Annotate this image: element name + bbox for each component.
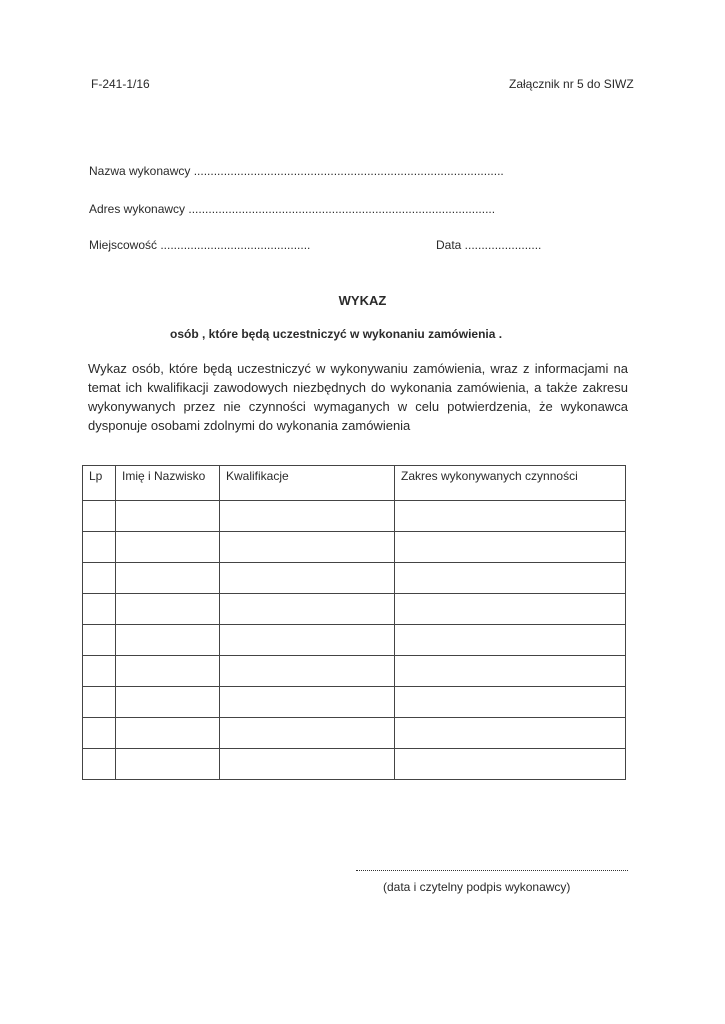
table-cell	[116, 687, 220, 718]
table-cell	[116, 501, 220, 532]
table-cell	[220, 749, 395, 780]
table-cell	[220, 563, 395, 594]
table-cell	[116, 563, 220, 594]
signature-caption: (data i czytelny podpis wykonawcy)	[383, 880, 571, 894]
table-cell	[395, 749, 626, 780]
date-field: Data .......................	[436, 238, 542, 252]
contractor-name-field: Nazwa wykonawcy .............................................................................................	[89, 164, 504, 178]
attachment-label: Załącznik nr 5 do SIWZ	[509, 77, 634, 91]
table-cell	[220, 687, 395, 718]
table-cell	[220, 656, 395, 687]
contractor-address-field: Adres wykonawcy ............................................................................................	[89, 202, 496, 216]
table-cell	[220, 501, 395, 532]
table-cell	[220, 625, 395, 656]
table-cell	[83, 749, 116, 780]
form-code: F-241-1/16	[91, 77, 150, 91]
table-cell	[83, 687, 116, 718]
table-cell	[83, 718, 116, 749]
table-cell	[83, 656, 116, 687]
personnel-table	[82, 465, 626, 780]
table-cell	[395, 532, 626, 563]
table-cell	[83, 594, 116, 625]
table-cell	[116, 532, 220, 563]
table-cell	[83, 625, 116, 656]
table-cell	[395, 594, 626, 625]
table-cell	[395, 718, 626, 749]
table-cell	[116, 594, 220, 625]
table-row	[83, 625, 626, 656]
table-cell	[220, 532, 395, 563]
signature-line	[356, 862, 628, 871]
table-cell	[83, 532, 116, 563]
table-row	[83, 563, 626, 594]
table-row	[83, 501, 626, 532]
table-row	[83, 749, 626, 780]
table-row	[83, 687, 626, 718]
table-cell	[395, 563, 626, 594]
table-row	[83, 532, 626, 563]
table-row	[83, 594, 626, 625]
table-cell	[116, 656, 220, 687]
table-cell	[83, 563, 116, 594]
table-row	[83, 718, 626, 749]
table-cell	[395, 687, 626, 718]
table-cell	[220, 594, 395, 625]
table-cell	[116, 625, 220, 656]
table-row	[83, 656, 626, 687]
table-cell	[395, 656, 626, 687]
column-header-scope: Zakres wykonywanych czynności	[395, 466, 626, 501]
table-cell	[116, 749, 220, 780]
table-header-row	[83, 466, 626, 501]
document-title: WYKAZ	[338, 293, 387, 308]
table-cell	[116, 718, 220, 749]
table-cell	[395, 501, 626, 532]
column-header-name: Imię i Nazwisko	[116, 466, 220, 501]
table-cell	[220, 718, 395, 749]
document-subtitle: osób , które będą uczestniczyć w wykonaniu zamówienia .	[170, 327, 503, 341]
table-cell	[83, 501, 116, 532]
table-cell	[395, 625, 626, 656]
column-header-lp: Lp	[83, 466, 116, 501]
description-paragraph: Wykaz osób, które będą uczestniczyć w wykonywaniu zamówienia, wraz z informacjami na temat ich kwalifikacji zawodowych niezbędnych do wykonania zamówienia, a także zakresu wykonywanych przez nie czynności wymaganych w celu potwierdzenia, że wykonawca dysponuje osobami zdolnymi do wykonania zamówienia	[88, 361, 628, 433]
column-header-qualifications: Kwalifikacje	[220, 466, 395, 501]
place-field: Miejscowość .............................................	[89, 238, 311, 252]
